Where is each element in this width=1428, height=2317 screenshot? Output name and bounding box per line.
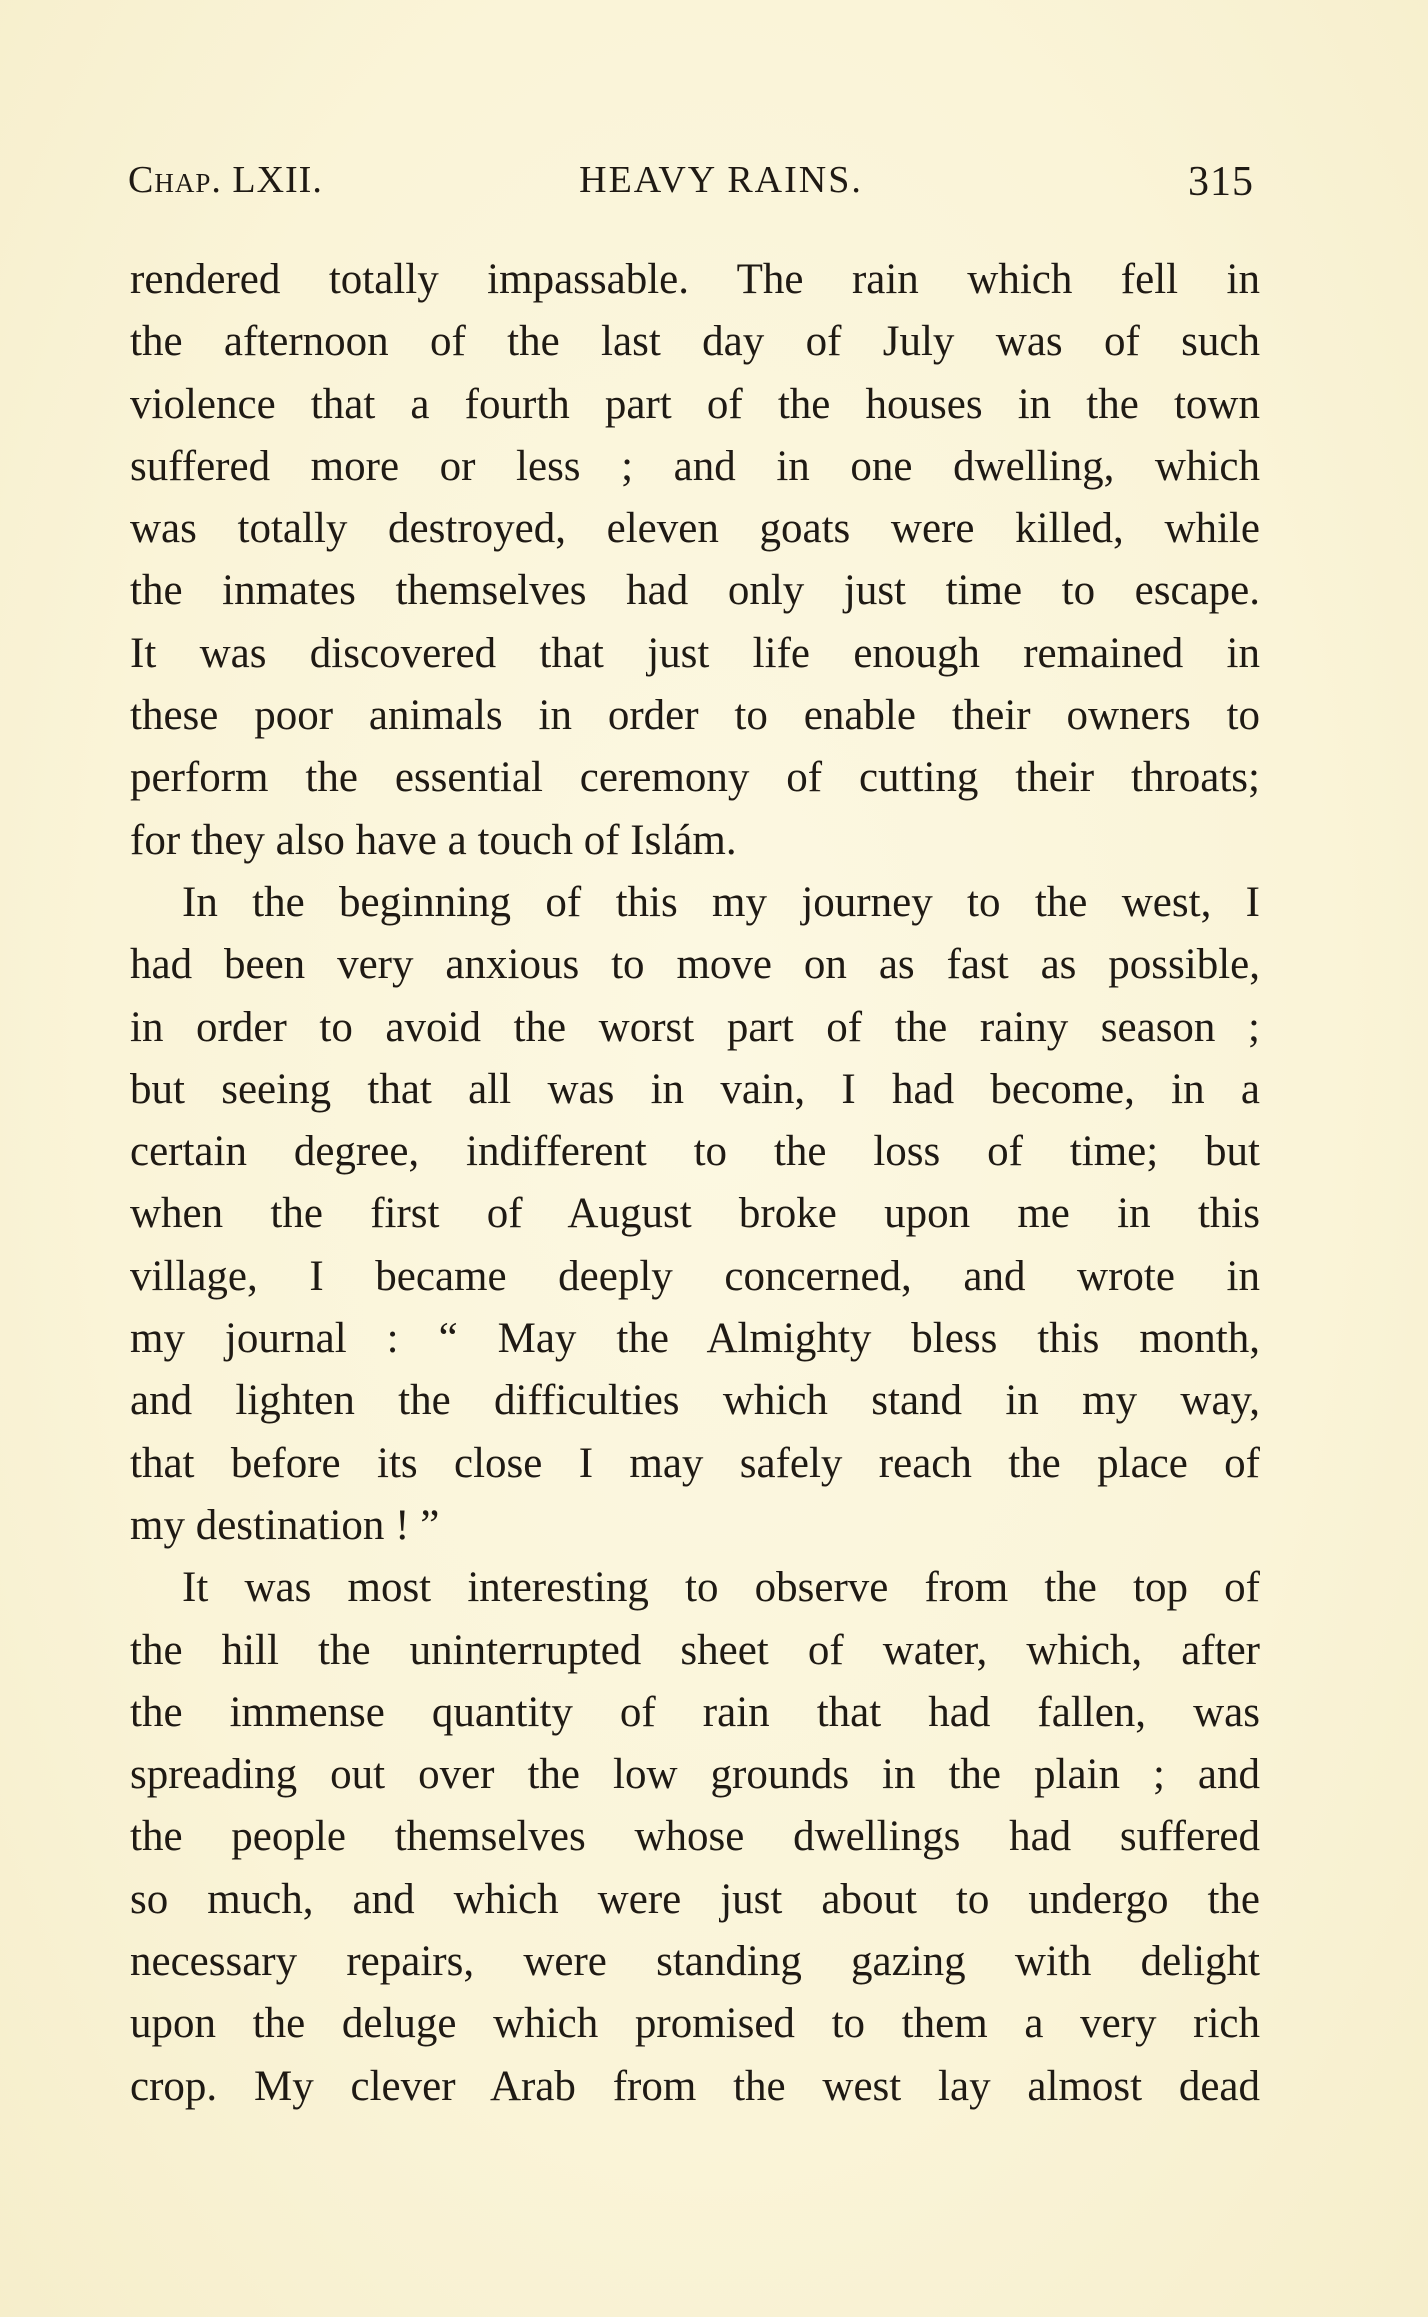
text-line: violence that a fourth part of the houses in the town [130,380,1260,428]
text-line: certain degree, indifferent to the loss of time; but [130,1128,1260,1176]
paragraph-start-line: In the beginning of this my journey to the west, I [182,878,1260,926]
text-line: but seeing that all was in vain, I had become, in a [130,1065,1260,1113]
text-line: the inmates themselves had only just time to escape. [130,567,1260,615]
chapter-label: Chap. LXII. [128,159,323,201]
text-line: crop. My clever Arab from the west lay almost dead [130,2062,1260,2110]
text-line: for they also have a touch of Islám. [130,816,737,864]
text-line: my destination ! ” [130,1501,440,1549]
text-line: when the first of August broke upon me in this [130,1190,1260,1238]
text-line: rendered totally impassable. The rain which fell in [130,256,1260,303]
text-line: the afternoon of the last day of July was of such [130,318,1260,366]
text-line: my journal : “ May the Almighty bless this month, [130,1315,1260,1363]
text-line: the people themselves whose dwellings had suffered [130,1813,1260,1861]
text-line: suffered more or less ; and in one dwelling, which [130,442,1260,490]
text-line: these poor animals in order to enable their owners to [130,692,1260,740]
text-line: necessary repairs, were standing gazing with delight [130,1938,1260,1986]
text-line: upon the deluge which promised to them a very rich [130,2000,1260,2048]
text-line: the hill the uninterrupted sheet of water, which, after [130,1626,1260,1674]
page-number: 315 [1188,159,1254,205]
text-line: It was discovered that just life enough remained in [130,629,1260,677]
paragraph-start-line: It was most interesting to observe from the top of [182,1564,1260,1612]
text-line: so much, and which were just about to undergo the [130,1875,1260,1923]
text-line: that before its close I may safely reach the place of [130,1439,1260,1487]
text-line: spreading out over the low grounds in the plain ; and [130,1751,1260,1799]
text-line: village, I became deeply concerned, and wrote in [130,1252,1260,1300]
running-head [128,158,1254,208]
text-line: was totally destroyed, eleven goats were killed, while [130,505,1260,553]
body-text [130,249,1260,2118]
text-line: perform the essential ceremony of cutting their throats; [130,754,1260,802]
text-line: had been very anxious to move on as fast as possible, [130,941,1260,989]
text-line: in order to avoid the worst part of the rainy season ; [130,1003,1260,1051]
text-line: the immense quantity of rain that had fallen, was [130,1688,1260,1736]
text-line: and lighten the difficulties which stand in my way, [130,1377,1260,1425]
running-title: HEAVY RAINS. [579,159,863,201]
